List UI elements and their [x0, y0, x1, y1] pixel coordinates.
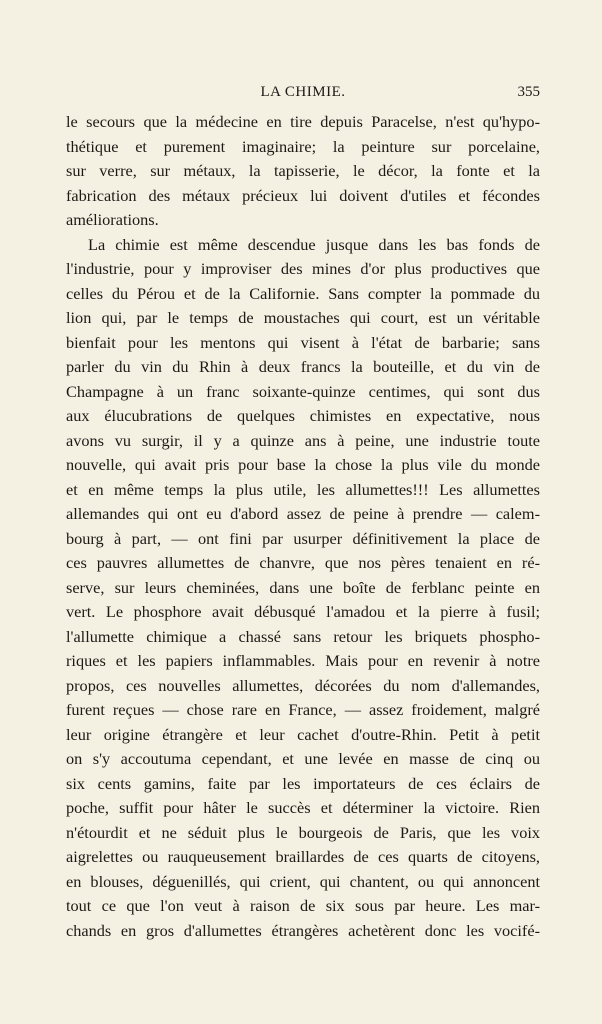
text-line: l'allumette chimique a chassé sans retour les briquets phospho- — [66, 626, 540, 646]
body-text — [66, 110, 540, 943]
text-line: poche, suffit pour hâter le succès et déterminer la victoire. Rien — [66, 798, 540, 817]
text-line: n'étourdit et ne séduit plus le bourgeois de Paris, que les voix — [66, 822, 540, 842]
text-line: propos, ces nouvelles allumettes, décorées du nom d'allemandes, — [66, 675, 540, 695]
text-line: le secours que la médecine en tire depuis Paracelse, n'est qu'hypo- — [66, 112, 540, 131]
text-line: thétique et purement imaginaire; la peinture sur porcelaine, — [66, 136, 540, 156]
text-line: vert. Le phosphore avait débusqué l'amadou et la pierre à fusil; — [66, 602, 540, 621]
running-head: LA CHIMIE. — [260, 84, 346, 100]
text-line: six cents gamins, faite par les importateurs de ces éclairs de — [66, 773, 540, 793]
text-line: aigrelettes ou rauqueusement braillardes de ces quarts de citoyens, — [66, 847, 540, 866]
text-line: parler du vin du Rhin à deux francs la bouteille, et du vin de — [66, 357, 540, 376]
text-line: et en même temps la plus utile, les allumettes!!! Les allumettes — [66, 479, 540, 499]
text-line: améliorations. — [66, 210, 159, 229]
text-line: Champagne à un franc soixante-quinze centimes, qui sont dus — [66, 381, 540, 401]
text-line: on s'y accoutuma cependant, et une levée en masse de cinq ou — [66, 749, 540, 768]
text-line: allemandes qui ont eu d'abord assez de peine à prendre — calem- — [66, 504, 540, 523]
text-line: La chimie est même descendue jusque dans les bas fonds de — [88, 234, 540, 254]
text-line: bienfait pour les mentons qui visent à l'état de barbarie; sans — [66, 332, 540, 352]
text-line: chands en gros d'allumettes étrangères achetèrent donc les vocifé- — [66, 920, 540, 940]
text-line: l'industrie, pour y improviser des mines d'or plus productives que — [66, 259, 540, 278]
text-line: nouvelle, qui avait pris pour base la chose la plus vile du monde — [66, 455, 540, 474]
page-number: 355 — [517, 84, 540, 100]
text-line: aux élucubrations de quelques chimistes en expectative, nous — [66, 406, 540, 425]
text-line: celles du Pérou et de la Californie. Sans compter la pommade du — [66, 283, 540, 303]
text-line: sur verre, sur métaux, la tapisserie, le décor, la fonte et la — [66, 161, 540, 180]
text-line: ces pauvres allumettes de chanvre, que nos pères tenaient en ré- — [66, 553, 540, 572]
text-line: furent reçues — chose rare en France, — assez froidement, malgré — [66, 700, 540, 719]
text-line: bourg à part, — ont fini par usurper définitivement la place de — [66, 528, 540, 548]
text-line: en blouses, déguenillés, qui crient, qui chantent, ou qui annoncent — [66, 871, 540, 891]
page-header — [66, 84, 540, 108]
text-line: riques et les papiers inflammables. Mais pour en revenir à notre — [66, 651, 540, 670]
text-line: avons vu surgir, il y a quinze ans à peine, une industrie toute — [66, 430, 540, 450]
text-line: lion qui, par le temps de moustaches qui court, est un véritable — [66, 308, 540, 327]
text-line: leur origine étrangère et leur cachet d'outre-Rhin. Petit à petit — [66, 724, 540, 744]
text-line: tout ce que l'on veut à raison de six sous par heure. Les mar- — [66, 896, 540, 915]
text-line: serve, sur leurs cheminées, dans une boîte de ferblanc peinte en — [66, 577, 540, 597]
text-line: fabrication des métaux précieux lui doivent d'utiles et fécondes — [66, 185, 540, 205]
